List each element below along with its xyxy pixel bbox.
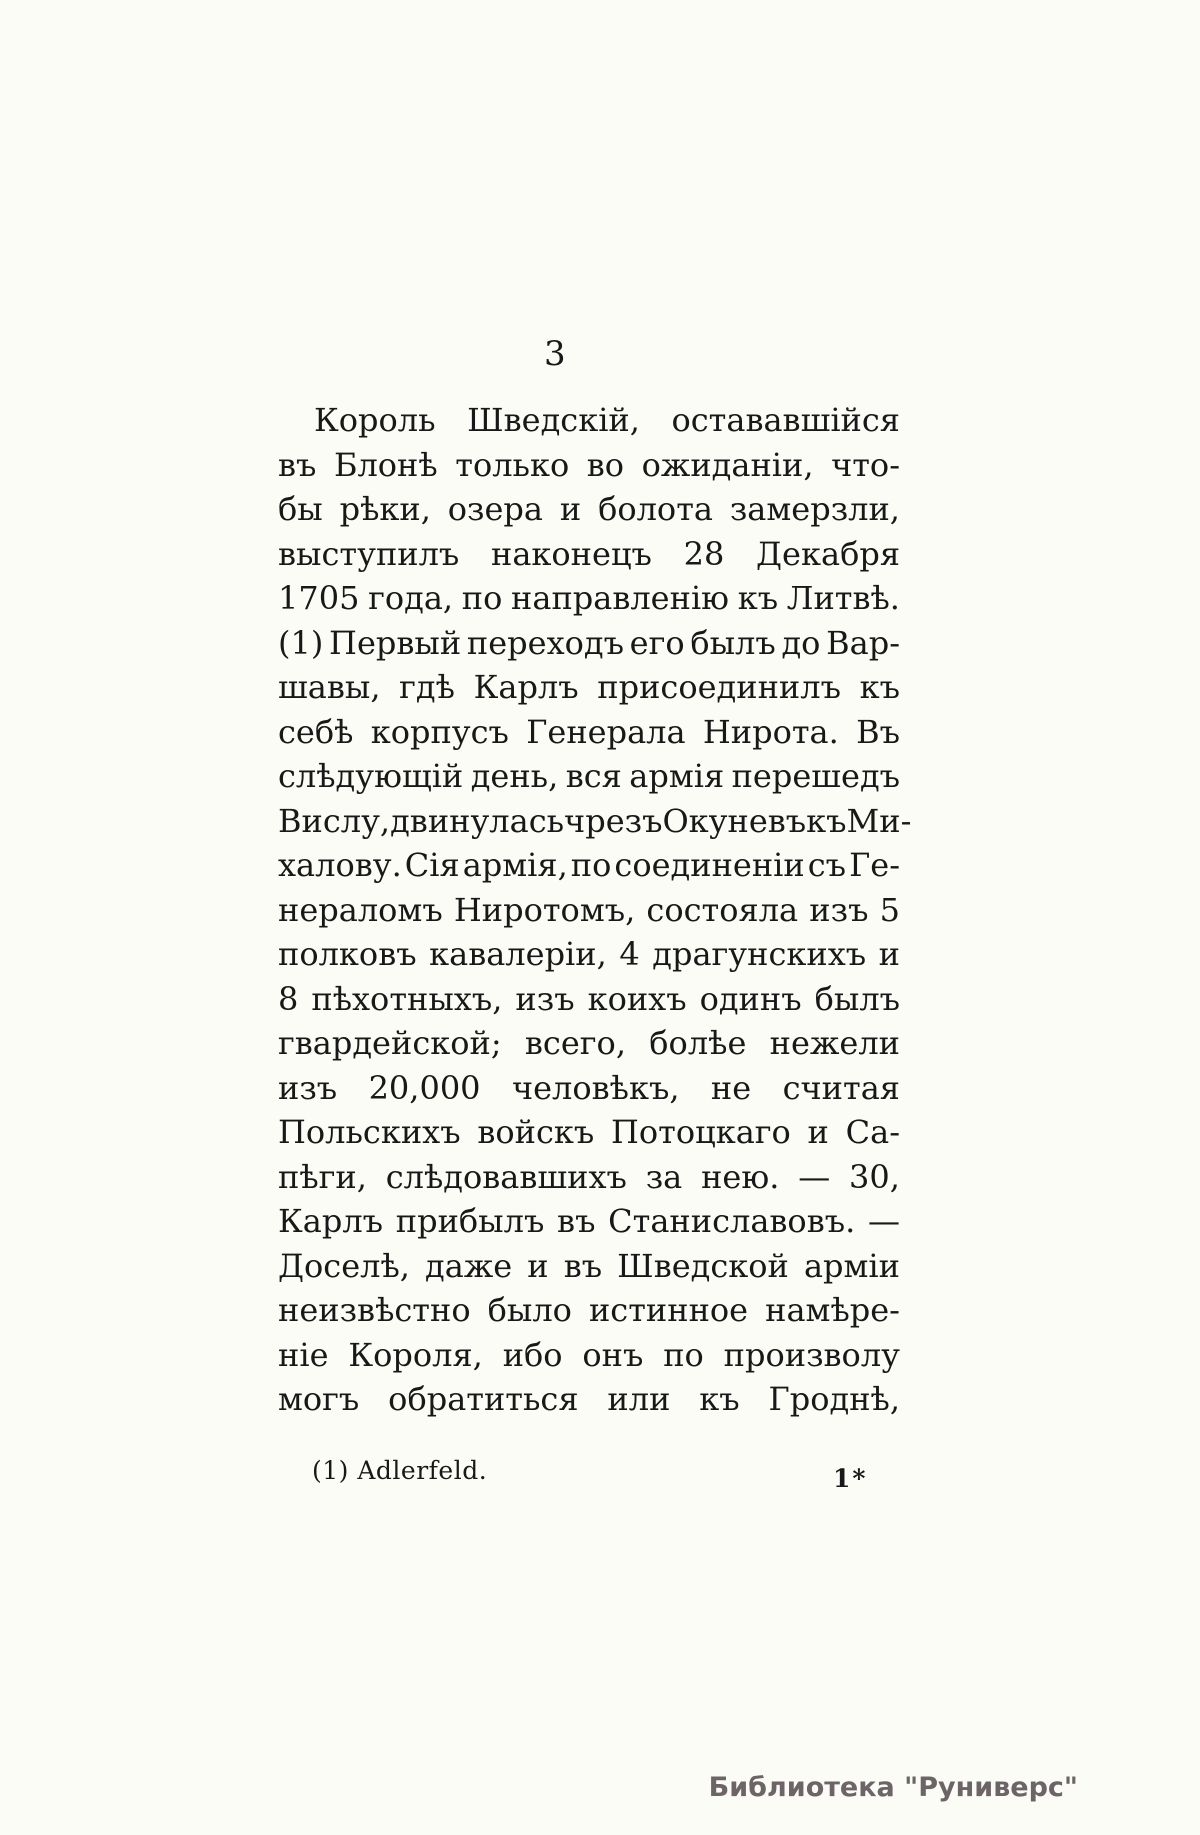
text-line: (1) Первый переходъ его былъ до Вар- (278, 623, 900, 662)
page-number: 3 (544, 334, 567, 374)
text-line: нераломъ Ниротомъ, состояла изъ 5 (278, 890, 900, 929)
text-line: изъ 20,000 человѣкъ, не считая (278, 1068, 900, 1107)
text-line: ніе Короля, ибо онъ по произволу (278, 1335, 900, 1374)
text-line: пѣги, слѣдовавшихъ за нею. — 30, (278, 1157, 900, 1196)
text-line: Вислу, двинулась чрезъ Окуневъ къ Ми- (278, 801, 912, 840)
text-line: Польскихъ войскъ Потоцкаго и Са- (278, 1113, 900, 1151)
text-line: Доселѣ, даже и въ Шведской арміи (278, 1246, 900, 1285)
text-line: въ Блонѣ только во ожиданіи, что- (278, 445, 900, 484)
text-line: выступилъ наконецъ 28 Декабря (278, 534, 900, 573)
body-text (278, 398, 912, 1422)
text-line: 1705 года, по направленію къ Литвѣ. (278, 579, 900, 617)
text-line: бы рѣки, озера и болота замерзли, (278, 490, 900, 528)
watermark-runivers: Библиотека "Руниверс" (708, 1772, 1078, 1803)
text-line: могъ обратиться или къ Гроднѣ, (278, 1380, 900, 1418)
text-line: халову. Сія армія, по соединеніи съ Ге- (278, 846, 900, 884)
text-line: слѣдующій день, вся армія перешедъ (278, 757, 900, 795)
text-line: неизвѣстно было истинное намѣре- (278, 1291, 900, 1329)
signature-mark: 1* (833, 1464, 868, 1493)
text-line: гвардейской; всего, болѣе нежели (278, 1024, 900, 1062)
text-line: шавы, гдѣ Карлъ присоединилъ къ (278, 668, 900, 706)
text-line: 8 пѣхотныхъ, изъ коихъ одинъ былъ (278, 979, 900, 1018)
text-line: себѣ корпусъ Генерала Нирота. Въ (278, 712, 900, 751)
footnote: (1) Adlerfeld. (312, 1456, 488, 1485)
text-line: Карлъ прибылъ въ Станиславовъ. — (278, 1202, 900, 1240)
text-line: полковъ кавалеріи, 4 драгунскихъ и (278, 935, 900, 973)
text-line: Король Шведскій, остававшійся (314, 401, 900, 439)
